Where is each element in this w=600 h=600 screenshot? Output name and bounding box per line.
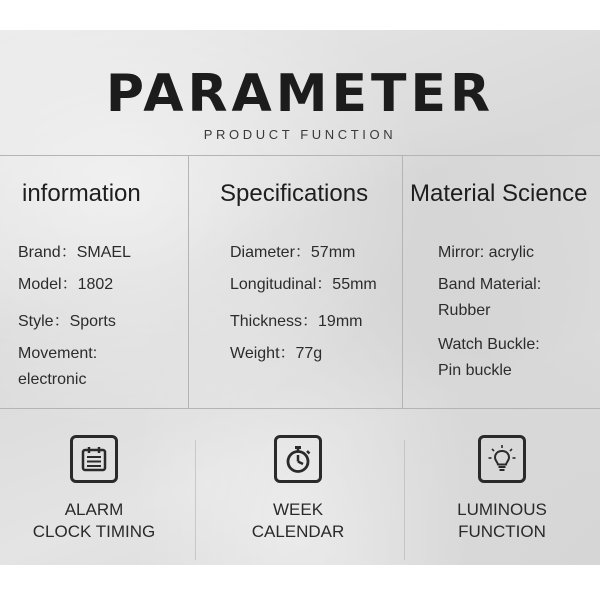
feature-luminous-function bbox=[432, 499, 572, 543]
calendar-list-icon bbox=[70, 435, 118, 483]
spec-mirror: Mirror: acrylic bbox=[438, 244, 534, 261]
feature-label-line1: LUMINOUS bbox=[457, 500, 547, 519]
parameter-panel bbox=[0, 30, 600, 565]
lightbulb-icon bbox=[478, 435, 526, 483]
spec-longitudinal: Longitudinal：55mm bbox=[230, 276, 377, 293]
spec-band-material-value: Rubber bbox=[438, 302, 491, 319]
spec-model: Model：1802 bbox=[18, 276, 114, 293]
column-heading-material-science: Material Science bbox=[410, 180, 588, 207]
spec-thickness: Thickness：19mm bbox=[230, 313, 363, 330]
feature-label-line2: FUNCTION bbox=[458, 522, 546, 541]
spec-movement-value: electronic bbox=[18, 371, 87, 388]
feature-label-line2: CLOCK TIMING bbox=[32, 522, 156, 541]
divider-top bbox=[0, 155, 600, 156]
spec-band-material-label: Band Material: bbox=[438, 276, 542, 293]
feature-alarm-clock-timing bbox=[24, 499, 164, 543]
column-heading-information: information bbox=[22, 180, 141, 207]
divider-col-1 bbox=[188, 155, 189, 408]
spec-brand: Brand：SMAEL bbox=[18, 244, 131, 261]
divider-feature-2 bbox=[404, 440, 405, 560]
spec-diameter: Diameter：57mm bbox=[230, 244, 356, 261]
spec-style: Style：Sports bbox=[18, 313, 116, 330]
divider-feature-1 bbox=[195, 440, 196, 560]
stopwatch-icon bbox=[274, 435, 322, 483]
divider-col-2 bbox=[402, 155, 403, 408]
spec-watch-buckle-label: Watch Buckle: bbox=[438, 336, 540, 353]
spec-watch-buckle-value: Pin buckle bbox=[438, 362, 512, 379]
divider-bottom bbox=[0, 408, 600, 409]
feature-week-calendar bbox=[228, 499, 368, 543]
spec-weight: Weight：77g bbox=[230, 345, 323, 362]
feature-label-line1: WEEK bbox=[272, 500, 324, 519]
column-heading-specifications: Specifications bbox=[220, 180, 369, 207]
spec-movement-label: Movement: bbox=[18, 345, 98, 362]
page-title: PARAMETER bbox=[105, 64, 495, 124]
feature-label-line2: CALENDAR bbox=[251, 522, 345, 541]
page-subtitle: PRODUCT FUNCTION bbox=[203, 127, 397, 142]
feature-label-line1: ALARM bbox=[64, 500, 124, 519]
